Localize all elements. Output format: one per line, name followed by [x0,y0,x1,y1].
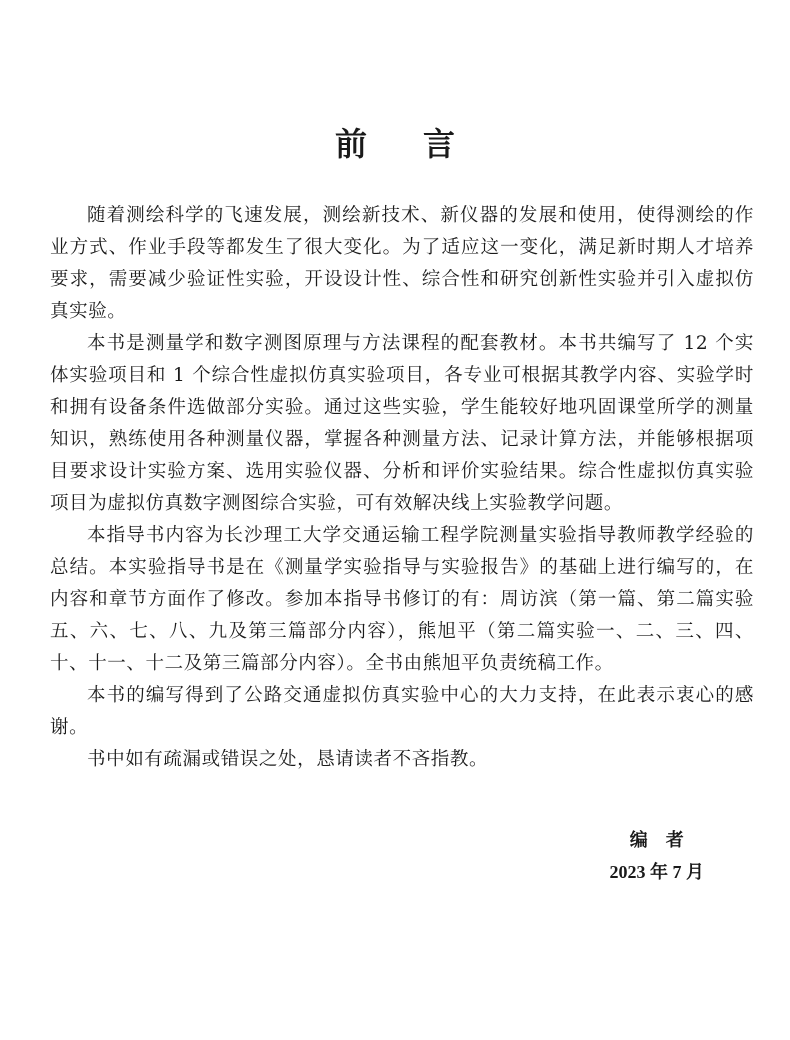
page-title: 前言 [334,125,511,163]
paragraph-3: 本指导书内容为长沙理工大学交通运输工程学院测量实验指导教师教学经验的总结。本实验指导书是在《测量学实验指导与实验报告》的基础上进行编写的，在内容和章节方面作了修改。参加本指导书修订的有：周访滨（第一篇、第二篇实验五、六、七、八、九及第三篇部分内容），熊旭平（第二篇实验一、二、三、四、十、十一、十二及第三篇部分内容）。全书由熊旭平负责统稿工作。 [50,525,754,674]
paragraph-4: 本书的编写得到了公路交通虚拟仿真实验中心的大力支持，在此表示衷心的感谢。 [50,685,754,738]
paragraph-5: 书中如有疏漏或错误之处，恳请读者不吝指教。 [87,749,489,770]
signature-block [610,826,705,888]
date-label: 2023 年 7 月 [609,862,704,882]
paragraph-1: 随着测绘科学的飞速发展，测绘新技术、新仪器的发展和使用，使得测绘的作业方式、作业手段等都发生了很大变化。为了适应这一变化，满足新时期人才培养要求，需要减少验证性实验，开设设计性、综合性和研究创新性实验并引入虚拟仿真实验。 [50,205,754,322]
paragraph-2: 本书是测量学和数字测图原理与方法课程的配套教材。本书共编写了 12 个实体实验项目和 1 个综合性虚拟仿真实验项目，各专业可根据其教学内容、实验学时和拥有设备条件选做部分实验。通过这些实验，学生能较好地巩固课堂所学的测量知识，熟练使用各种测量仪器，掌握各种测量方法、记录计算方法，并能够根据项目要求设计实验方案、选用实验仪器、分析和评价实验结果。综合性虚拟仿真实验项目为虚拟仿真数字测图综合实验，可有效解决线上实验教学问题。 [50,333,754,514]
preface-body [50,200,754,776]
editor-label: 编者 [629,830,702,851]
